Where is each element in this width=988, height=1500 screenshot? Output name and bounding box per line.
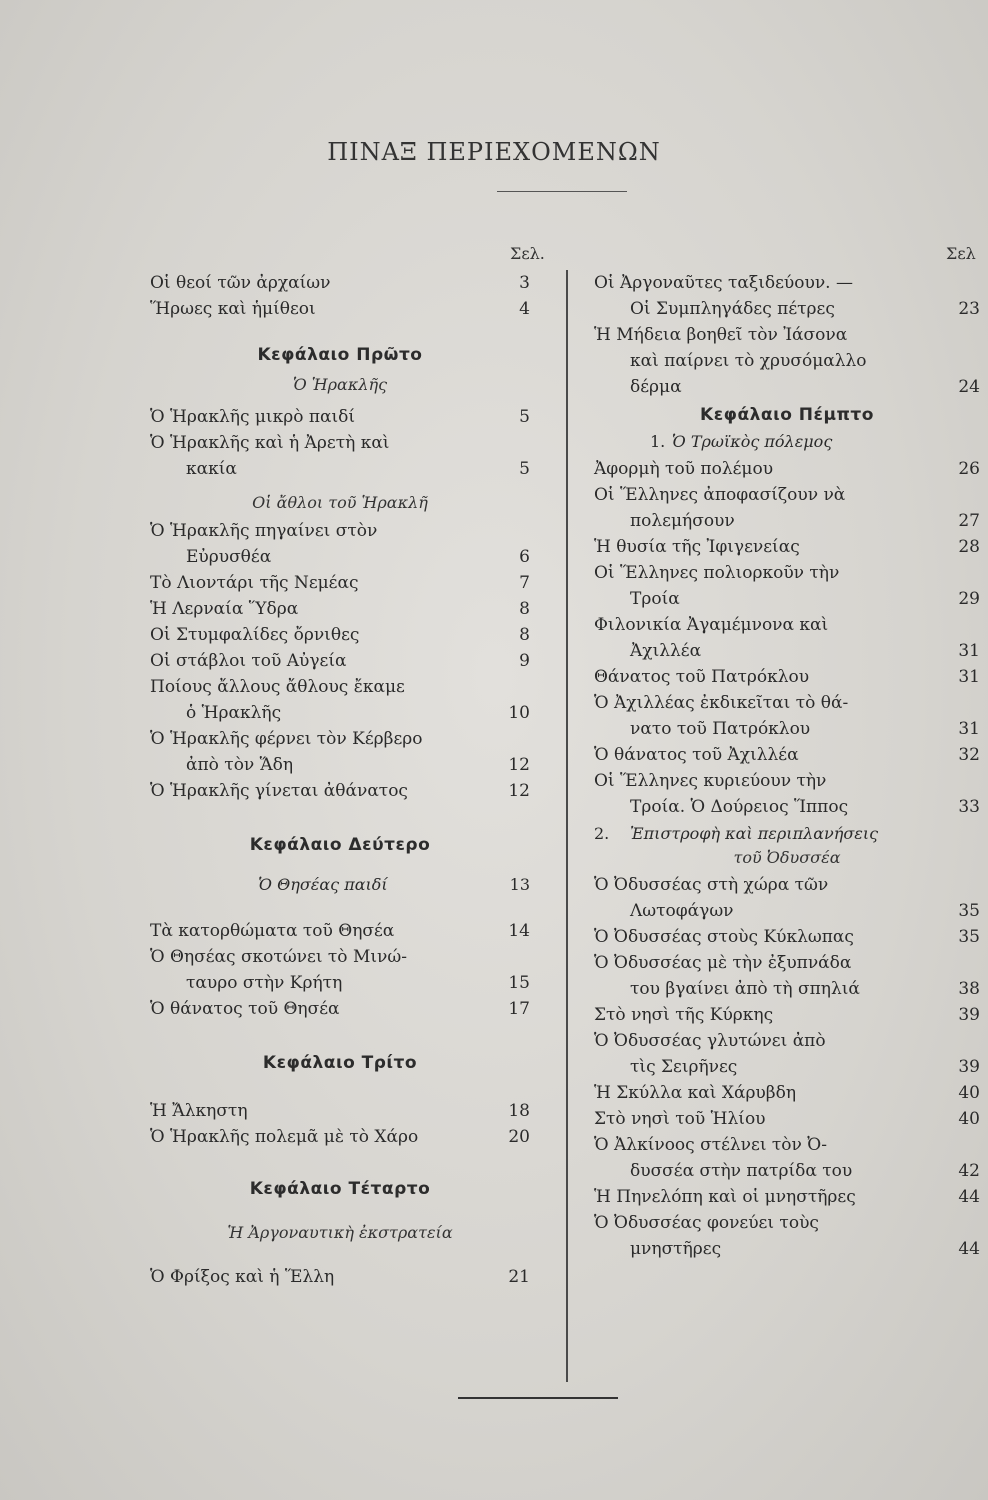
chapter2-entries: [150, 918, 530, 1022]
toc-entry: δέρμα 24: [630, 377, 980, 397]
toc-entry: Οἱ Ἕλληνες πολιορκοῦν τὴν: [594, 563, 840, 583]
section-heading-line2: τοῦ Ὀδυσσέα: [733, 848, 841, 867]
toc-entry: Ὁ Ὀδυσσέας στοὺς Κύκλωπας 35: [594, 927, 980, 947]
toc-entry: Φιλονικία Ἀγαμέμνονα καὶ: [594, 615, 829, 635]
page-title: ΠΙΝΑΞ ΠΕΡΙΕΧΟΜΕΝΩΝ: [327, 138, 661, 166]
toc-entry: Λωτοφάγων 35: [630, 901, 980, 921]
column-divider: [566, 270, 568, 1382]
toc-entry: Στὸ νησὶ τῆς Κύρκης 39: [594, 1005, 980, 1025]
page-label-right: Σελ: [946, 244, 976, 263]
title-underline: [497, 191, 627, 192]
page-label-left: Σελ.: [510, 244, 545, 263]
right-column: [594, 270, 980, 1262]
argonauts-entries: [594, 270, 980, 400]
toc-entry: τὶς Σειρῆνες 39: [630, 1057, 980, 1077]
toc-entry: Τὰ κατορθώματα τοῦ Θησέα 14: [150, 921, 530, 941]
toc-entry: Τροία 29: [630, 589, 980, 609]
toc-entry: ταυρο στὴν Κρήτη 15: [186, 973, 530, 993]
chapter5-entries-2: [594, 872, 980, 1262]
toc-entry: Ἥρωες καὶ ἡμίθεοι 4: [150, 299, 530, 319]
toc-entry: Ἡ Μήδεια βοηθεῖ τὸν Ἰάσονα: [594, 325, 848, 345]
toc-entry: Ὁ θάνατος τοῦ Ἀχιλλέα 32: [594, 745, 980, 765]
toc-entry: Ἡ Σκύλλα καὶ Χάρυβδη 40: [594, 1083, 980, 1103]
toc-entry: Ὁ Ἀλκίνοος στέλνει τὸν Ὀ-: [594, 1135, 827, 1155]
toc-entry: Στὸ νησὶ τοῦ Ἡλίου 40: [594, 1109, 980, 1129]
toc-entry: Οἱ Στυμφαλίδες ὄρνιθες 8: [150, 625, 530, 645]
toc-entry: Οἱ Ἀργοναῦτες ταξιδεύουν. —: [594, 273, 853, 293]
chapter-subheading: Ἡ Ἀργοναυτικὴ ἐκστρατεία: [227, 1223, 453, 1242]
toc-entry: Ἡ θυσία τῆς Ἰφιγενείας 28: [594, 537, 980, 557]
section-subheading: Οἱ ἄθλοι τοῦ Ἡρακλῆ: [252, 493, 428, 512]
toc-entry: Ὁ Ὀδυσσέας φονεύει τοὺς: [594, 1213, 819, 1233]
toc-entry: Ὁ Θησέας σκοτώνει τὸ Μινώ-: [150, 947, 407, 967]
toc-entry: Ὁ Ἡρακλῆς πηγαίνει στὸν: [150, 521, 378, 541]
toc-entry: Ὁ Ὀδυσσέας μὲ τὴν ἐξυπνάδα: [594, 953, 852, 973]
toc-entry: πολεμήσουν 27: [630, 511, 980, 531]
bottom-rule: [458, 1397, 618, 1399]
toc-entry: ὁ Ἡρακλῆς 10: [186, 703, 530, 723]
toc-entry: Ἡ Πηνελόπη καὶ οἱ μνηστῆρες 44: [594, 1187, 980, 1207]
toc-entry: Ὁ Ἀχιλλέας ἐκδικεῖται τὸ θά-: [594, 693, 849, 713]
toc-entry: Ἡ Λερναία Ὕδρα 8: [150, 599, 530, 619]
toc-entry: Ὁ Ἡρακλῆς φέρνει τὸν Κέρβερο: [150, 729, 423, 749]
toc-entry: κακία 5: [186, 459, 530, 479]
toc-entry: Τὸ Λιοντάρι τῆς Νεμέας 7: [150, 573, 530, 593]
toc-entry: του βγαίνει ἀπὸ τὴ σπηλιά 38: [630, 979, 980, 999]
toc-entry: Ὁ θάνατος τοῦ Θησέα 17: [150, 999, 530, 1019]
toc-entry: Τροία. Ὁ Δούρειος Ἵππος 33: [630, 797, 980, 817]
toc-entry: καὶ παίρνει τὸ χρυσόμαλλο: [630, 351, 867, 371]
left-column: [150, 270, 530, 1290]
toc-entry: Ὁ Ὀδυσσέας στὴ χώρα τῶν: [594, 875, 829, 895]
toc-entry: Ὁ Ἡρακλῆς πολεμᾶ μὲ τὸ Χάρο 20: [150, 1127, 530, 1147]
chapter-heading: Κεφάλαιο Δεύτερο: [249, 835, 431, 855]
chapter-heading: Κεφάλαιο Πρῶτο: [257, 345, 423, 365]
section-heading: 2. Ἐπιστροφὴ καὶ περιπλανήσεις: [594, 824, 879, 843]
toc-entry: Οἱ στάβλοι τοῦ Αὐγεία 9: [150, 651, 530, 671]
chapter-heading: Κεφάλαιο Τέταρτο: [249, 1179, 431, 1199]
toc-entry: Οἱ θεοί τῶν ἀρχαίων 3: [150, 273, 530, 293]
toc-entry: Οἱ Ἕλληνες κυριεύουν τὴν: [594, 771, 827, 791]
toc-entry: Οἱ Συμπληγάδες πέτρες 23: [630, 299, 980, 319]
chapter4-entries: [150, 1264, 530, 1290]
toc-entry: μνηστῆρες 44: [630, 1239, 980, 1259]
toc-entry: Θάνατος τοῦ Πατρόκλου 31: [594, 667, 980, 687]
toc-entry: Ὁ Ὀδυσσέας γλυτώνει ἀπὸ: [594, 1031, 826, 1051]
chapter1-entries-a: [150, 404, 530, 482]
chapter5-entries: [594, 456, 980, 820]
intro-entries: [150, 270, 530, 322]
chapter-heading: Κεφάλαιο Πέμπτο: [700, 405, 874, 425]
toc-entry: Ποίους ἄλλους ἄθλους ἔκαμε: [150, 677, 405, 697]
toc-entry: Ἀχιλλέα 31: [630, 641, 980, 661]
chapter-heading: Κεφάλαιο Τρίτο: [262, 1053, 418, 1073]
toc-entry: Ἡ Ἄλκηστη 18: [150, 1101, 530, 1121]
toc-entry: Ὁ Ἡρακλῆς καὶ ἡ Ἀρετὴ καὶ: [150, 433, 390, 453]
section-heading: 1. Ὁ Τρωϊκὸς πόλεμος: [650, 432, 833, 451]
toc-entry: Ἀφορμὴ τοῦ πολέμου 26: [594, 459, 980, 479]
chapter3-entries: [150, 1098, 530, 1150]
toc-entry: ἀπὸ τὸν Ἅδη 12: [186, 755, 530, 775]
chapter-subheading: Ὁ Θησέας παιδί 13: [258, 875, 530, 894]
toc-entry: Ὁ Ἡρακλῆς μικρὸ παιδί 5: [150, 407, 530, 427]
toc-entry: Οἱ Ἕλληνες ἀποφασίζουν νὰ: [594, 485, 846, 505]
toc-entry: νατο τοῦ Πατρόκλου 31: [630, 719, 980, 739]
chapter1-entries-b: [150, 518, 530, 804]
toc-entry: Ὁ Ἡρακλῆς γίνεται ἀθάνατος 12: [150, 781, 530, 801]
toc-entry: Εὐρυσθέα 6: [186, 547, 530, 567]
toc-entry: Ὁ Φρίξος καὶ ἡ Ἕλλη 21: [150, 1267, 530, 1287]
chapter-subheading: Ὁ Ἡρακλῆς: [292, 375, 388, 394]
toc-entry: δυσσέα στὴν πατρίδα του 42: [630, 1161, 980, 1181]
